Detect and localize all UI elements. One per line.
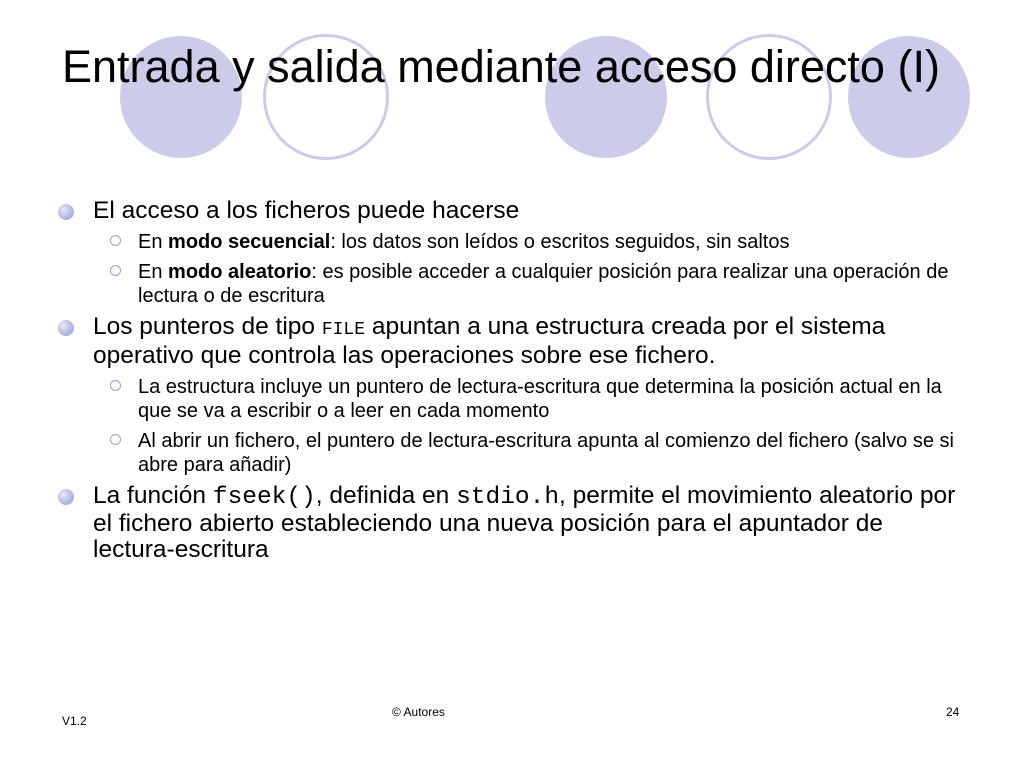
code-file: FILE bbox=[321, 320, 366, 340]
footer-author: © Autores bbox=[392, 705, 445, 719]
bold-term: modo secuencial bbox=[168, 231, 331, 253]
sub-bullet-open: Al abrir un fichero, el puntero de lectura-escritura apunta al comienzo del fichero (salvo se si abre para añadir) bbox=[105, 429, 958, 477]
bullet-fseek: La función fseek(), definida en stdio.h, permite el movimiento aleatorio por el fichero abierto estableciendo una nueva posición para el apuntador de lectura-escritura bbox=[58, 483, 958, 563]
bullet-list bbox=[58, 198, 958, 569]
page-number: 24 bbox=[946, 705, 960, 719]
bullet-file-pointers: Los punteros de tipo FILE apuntan a una estructura creada por el sistema operativo que controla las operaciones sobre ese fichero. La estructura incluye un puntero de lectura-escritura que determina la posición actual en la que se va a escribir o a leer en cada momento Al abrir un fichero, el puntero de lectura-escritura apunta al comienzo del fichero (salvo se si abre para añadir) bbox=[58, 314, 958, 477]
bold-term: modo aleatorio bbox=[168, 261, 312, 283]
sub-bullet-list bbox=[93, 230, 958, 308]
slide-title: Entrada y salida mediante acceso directo (I) bbox=[62, 41, 940, 92]
bullet-text: El acceso a los ficheros puede hacerse bbox=[93, 197, 520, 224]
sub-bullet-sequential: En modo secuencial: los datos son leídos o escritos seguidos, sin saltos bbox=[105, 230, 958, 254]
sub-bullet-random: En modo aleatorio: es posible acceder a cualquier posición para realizar una operación de lectura o de escritura bbox=[105, 260, 958, 308]
sub-bullet-structure: La estructura incluye un puntero de lectura-escritura que determina la posición actual en la que se va a escribir o a leer en cada momento bbox=[105, 375, 958, 423]
sub-bullet-list bbox=[93, 375, 958, 477]
bullet-access-modes bbox=[58, 198, 958, 308]
footer-version: V1.2 bbox=[62, 714, 87, 728]
code-stdio: stdio.h bbox=[456, 484, 560, 511]
code-fseek: fseek() bbox=[212, 484, 316, 511]
